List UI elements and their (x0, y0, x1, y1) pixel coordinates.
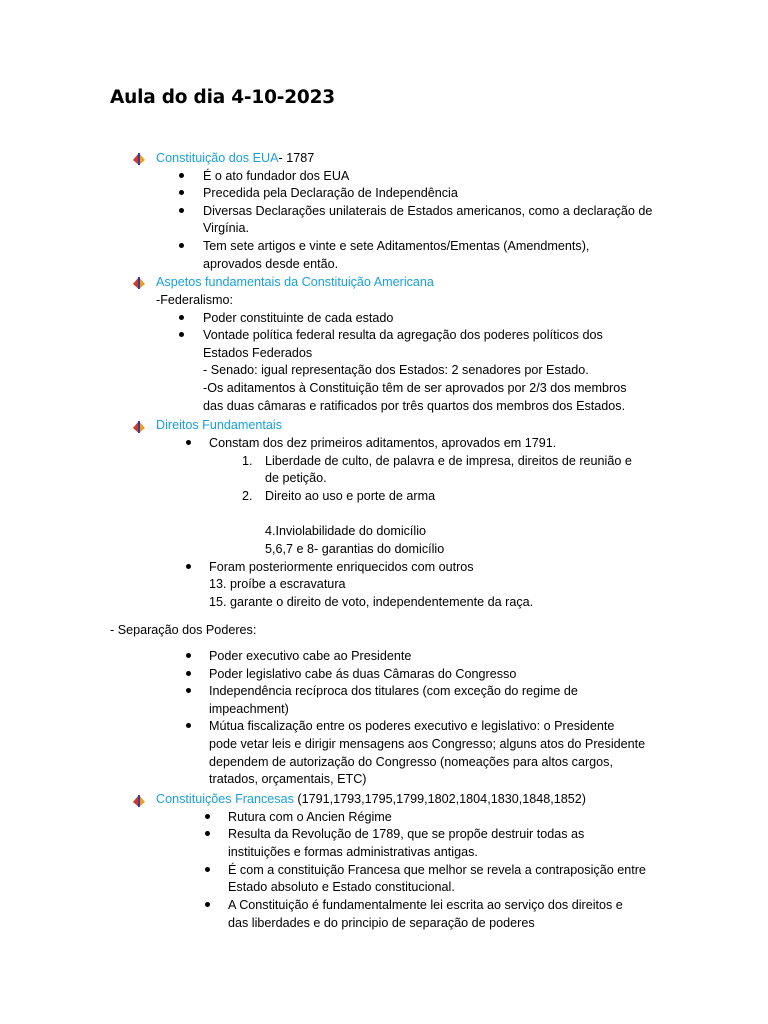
bullet-dot (186, 723, 191, 728)
list-item: Poder legislativo cabe ás duas Câmaras do Congresso (209, 667, 517, 681)
heading-usa-year: - 1787 (278, 151, 315, 165)
list-item: Poder executivo cabe ao Presidente (209, 649, 412, 663)
bullet-dot (186, 440, 191, 445)
bullet-dot (186, 564, 191, 569)
list-item: Foram posteriormente enriquecidos com outros (209, 560, 474, 574)
section-heading-usa (156, 150, 314, 167)
list-item: Precedida pela Declaração de Independência (203, 186, 458, 200)
list-item-continuation: 15. garante o direito de voto, independentemente da raça. (209, 595, 534, 609)
bullet-dot (205, 814, 210, 819)
bullet-dot (179, 315, 184, 320)
list-item: É o ato fundador dos EUA (203, 169, 350, 183)
bullet-dot (205, 831, 210, 836)
list-item-continuation: Estados Federados (203, 346, 313, 360)
list-item-continuation: das duas câmaras e ratificados por três quartos dos membros dos Estados. (203, 399, 626, 413)
list-item: A Constituição é fundamentalmente lei escrita ao serviço dos direitos e (228, 898, 623, 912)
list-item-continuation: Estado absoluto e Estado constitucional. (228, 880, 455, 894)
list-item-continuation: -Os aditamentos à Constituição têm de ser aprovados por 2/3 dos membros (203, 381, 627, 395)
list-item-continuation: impeachment) (209, 702, 289, 716)
list-item-continuation: dependem de autorização do Congresso (nomeações para altos cargos, (209, 755, 613, 769)
bullet-dot (179, 243, 184, 248)
list-number: 1. (242, 454, 253, 468)
list-item: Resulta da Revolução de 1789, que se propõe destruir todas as (228, 827, 585, 841)
heading-usa-text: Constituição dos EUA (156, 151, 279, 165)
bullet-dot (186, 688, 191, 693)
list-item-continuation: aprovados desde então. (203, 257, 339, 271)
heading-france-text: Constituições Francesas (156, 792, 294, 806)
list-item: Rutura com o Ancien Régime (228, 810, 392, 824)
list-item-continuation: instituições e formas administrativas antigas. (228, 845, 478, 859)
bullet-dot (205, 867, 210, 872)
list-item: É com a constituição Francesa que melhor se revela a contraposição entre (228, 863, 646, 877)
bullet-dot (179, 332, 184, 337)
list-item-continuation: Virgínia. (203, 221, 249, 235)
numbered-item-continuation: de petição. (265, 471, 327, 485)
list-item-continuation: das liberdades e do principio de separação de poderes (228, 916, 535, 930)
page-title: Aula do dia 4-10-2023 (110, 87, 335, 108)
list-number: 2. (242, 489, 253, 503)
diamond-bullet-icon (133, 795, 145, 807)
bullet-dot (205, 902, 210, 907)
list-item-continuation: pode vetar leis e dirigir mensagens aos Congresso; alguns atos do Presidente (209, 737, 646, 751)
list-item: Independência recíproca dos titulares (com exceção do regime de (209, 684, 578, 698)
heading-france-years: (1791,1793,1795,1799,1802,1804,1830,1848,1852) (293, 792, 586, 806)
list-item: Mútua fiscalização entre os poderes executivo e legislativo: o Presidente (209, 719, 615, 733)
list-item-continuation: tratados, orçamentais, ETC) (209, 772, 367, 786)
diamond-bullet-icon (133, 153, 145, 165)
bullet-dot (179, 173, 184, 178)
bullet-dot (186, 671, 191, 676)
section-heading-separation: - Separação dos Poderes: (110, 623, 257, 637)
list-item: Constam dos dez primeiros aditamentos, aprovados em 1791. (209, 436, 557, 450)
list-item: Diversas Declarações unilaterais de Estados americanos, como a declaração de (203, 204, 653, 218)
list-item-continuation: 13. proíbe a escravatura (209, 577, 346, 591)
diamond-bullet-icon (133, 421, 145, 433)
section-heading-france (156, 791, 586, 808)
list-item: Vontade política federal resulta da agregação dos poderes políticos dos (203, 328, 603, 342)
numbered-item: Liberdade de culto, de palavra e de impresa, direitos de reunião e (265, 454, 632, 468)
bullet-dot (179, 190, 184, 195)
numbered-item: 5,6,7 e 8- garantias do domicílio (265, 542, 445, 556)
list-item: Tem sete artigos e vinte e sete Aditamentos/Ementas (Amendments), (203, 239, 590, 253)
bullet-dot (179, 208, 184, 213)
section-heading-rights: Direitos Fundamentais (156, 418, 282, 432)
list-item: Poder constituinte de cada estado (203, 311, 394, 325)
list-item-continuation: - Senado: igual representação dos Estados: 2 senadores por Estado. (203, 363, 589, 377)
numbered-item: 4.Inviolabilidade do domicílio (265, 524, 427, 538)
subheading-federalismo: -Federalismo: (156, 293, 233, 307)
bullet-dot (186, 653, 191, 658)
section-heading-aspects: Aspetos fundamentais da Constituição Americana (156, 275, 434, 289)
diamond-bullet-icon (133, 277, 145, 289)
numbered-item: Direito ao uso e porte de arma (265, 489, 436, 503)
